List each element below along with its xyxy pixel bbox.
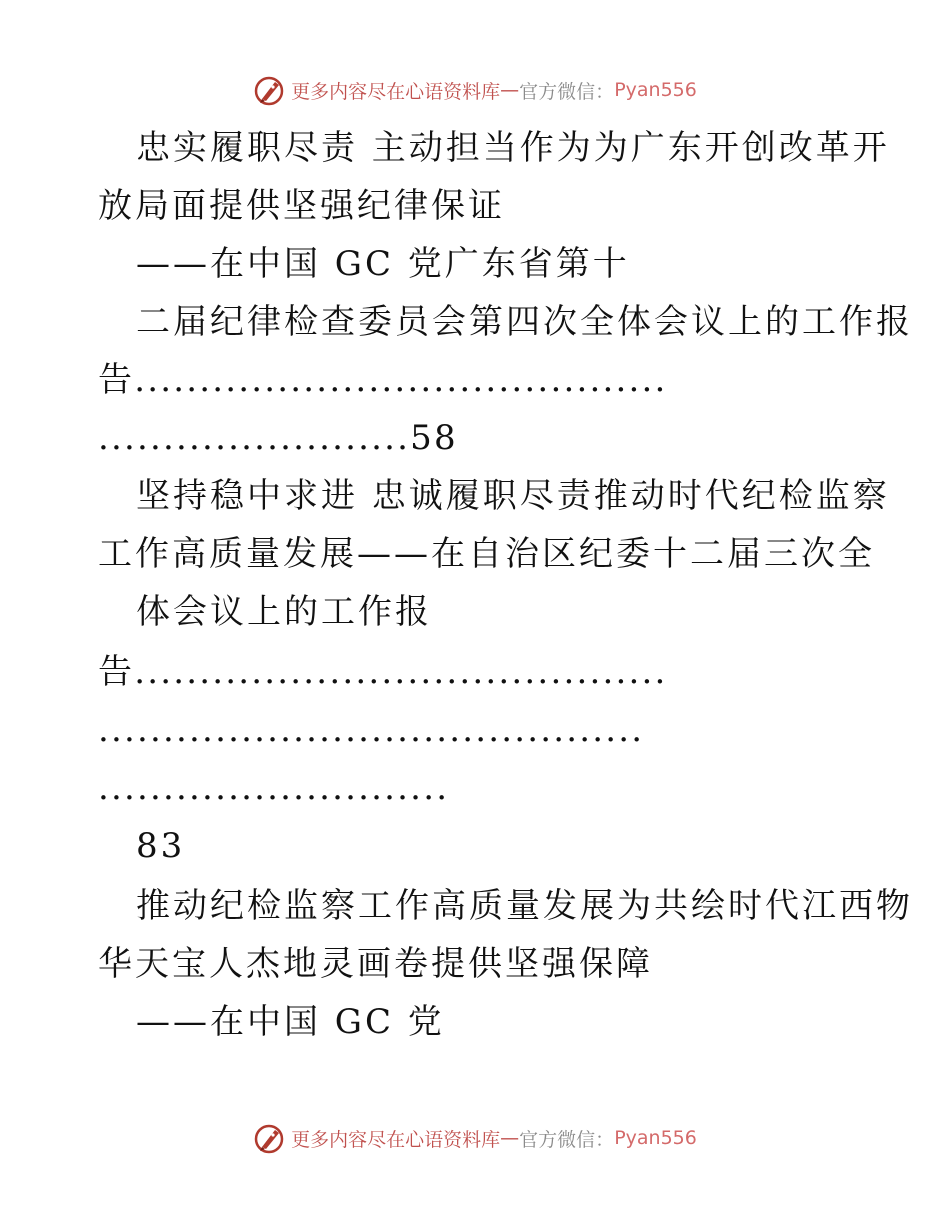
toc-entry-3-subtitle: ——在中国 GC 党 [136,1002,445,1042]
watermark-separator: — [500,79,520,101]
toc-entry-2-page-number: 83 [136,826,186,866]
toc-entry-2-title-line-1: 坚持稳中求进 忠诚履职尽责推动时代纪检监察 [136,476,890,516]
footer-watermark [0,1122,950,1154]
toc-entry-1-page-number: ........................58 [98,418,458,458]
watermark-label: 官方微信： [519,1128,615,1151]
watermark-separator: — [500,1127,520,1149]
watermark-account: Pyan556 [614,1127,697,1149]
pen-nib-circle-icon [253,1122,285,1154]
watermark-account: Pyan556 [614,79,697,101]
watermark-main-text: 更多内容尽在心语资料库 [291,1128,501,1151]
toc-entry-2-leader-line-2: .......................................... [98,710,645,750]
toc-entry-1-title-line-1: 忠实履职尽责 主动担当作为为广东开创改革开 [136,128,890,168]
toc-entry-3-title-line-2: 华天宝人杰地灵画卷提供坚强保障 [98,944,653,984]
toc-entry-2-subtitle: 体会议上的工作报 [136,592,432,632]
header-watermark [0,74,950,106]
watermark-label: 官方微信： [519,80,615,103]
toc-entry-1-subtitle-line-2: 二届纪律检查委员会第四次全体会议上的工作报 [136,302,913,342]
pen-nib-circle-icon [253,74,285,106]
toc-entry-1-leader-line-1: 告......................................... [98,360,668,400]
toc-entry-1-title-line-2: 放局面提供坚强纪律保证 [98,186,505,226]
toc-entry-2-title-line-2: 工作高质量发展——在自治区纪委十二届三次全 [98,534,875,574]
watermark-main-text: 更多内容尽在心语资料库 [291,80,501,103]
toc-entry-1-subtitle-line-1: ——在中国 GC 党广东省第十 [136,244,630,284]
toc-entry-3-title-line-1: 推动纪检监察工作高质量发展为共绘时代江西物 [136,886,913,926]
toc-entry-2-leader-line-3: ........................... [98,768,450,808]
toc-entry-2-leader-line-1: 告......................................... [98,652,668,692]
